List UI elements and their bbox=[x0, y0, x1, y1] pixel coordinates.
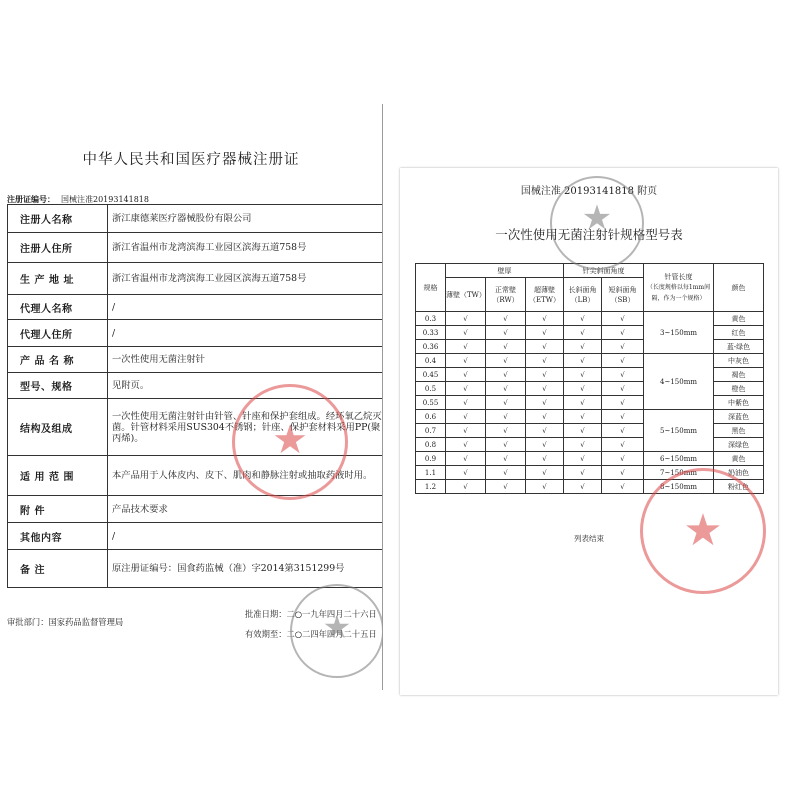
row-value: 见附页。 bbox=[108, 373, 384, 399]
check-cell: √ bbox=[446, 410, 486, 424]
group-length bbox=[644, 264, 714, 312]
gray-seal bbox=[550, 176, 644, 270]
gauge-cell: 0.3 bbox=[416, 312, 446, 326]
certificate-number: 国械注准20193141818 bbox=[61, 195, 149, 204]
check-cell: √ bbox=[526, 410, 564, 424]
red-official-seal bbox=[232, 384, 348, 500]
col-sb: 短斜面角（SB） bbox=[602, 278, 644, 312]
check-cell: √ bbox=[602, 466, 644, 480]
certificate-title: 中华人民共和国医疗器械注册证 bbox=[82, 152, 300, 168]
check-cell: √ bbox=[602, 480, 644, 494]
check-cell: √ bbox=[446, 354, 486, 368]
table-row bbox=[8, 550, 384, 588]
check-cell: √ bbox=[486, 368, 526, 382]
col-gauge: 规格 bbox=[416, 264, 446, 312]
row-label: 注册人名称 bbox=[8, 205, 108, 233]
check-cell: √ bbox=[446, 452, 486, 466]
color-cell: 深绿色 bbox=[714, 438, 764, 452]
row-value: 浙江康德莱医疗器械股份有限公司 bbox=[108, 205, 384, 233]
check-cell: √ bbox=[446, 396, 486, 410]
check-cell: √ bbox=[486, 452, 526, 466]
row-value: 一次性使用无菌注射针 bbox=[108, 347, 384, 373]
seal-star-icon: ★ bbox=[683, 505, 723, 556]
check-cell: √ bbox=[602, 452, 644, 466]
row-label: 产 品 名 称 bbox=[8, 347, 108, 373]
row-label: 结构及组成 bbox=[8, 399, 108, 456]
gauge-cell: 1.1 bbox=[416, 466, 446, 480]
check-cell: √ bbox=[526, 354, 564, 368]
check-cell: √ bbox=[526, 326, 564, 340]
color-cell: 蓝-绿色 bbox=[714, 340, 764, 354]
check-cell: √ bbox=[602, 424, 644, 438]
gauge-cell: 0.6 bbox=[416, 410, 446, 424]
color-cell: 中灰色 bbox=[714, 354, 764, 368]
check-cell: √ bbox=[446, 326, 486, 340]
gauge-cell: 0.33 bbox=[416, 326, 446, 340]
check-cell: √ bbox=[486, 410, 526, 424]
gauge-cell: 0.8 bbox=[416, 438, 446, 452]
table-row bbox=[416, 410, 764, 424]
row-label: 注册人住所 bbox=[8, 233, 108, 263]
gray-seal bbox=[290, 584, 383, 678]
gauge-cell: 0.55 bbox=[416, 396, 446, 410]
check-cell: √ bbox=[564, 466, 602, 480]
end-of-list-note: 列表结束 bbox=[574, 534, 604, 543]
check-cell: √ bbox=[486, 326, 526, 340]
attachment-page bbox=[400, 168, 778, 695]
check-cell: √ bbox=[526, 312, 564, 326]
check-cell: √ bbox=[602, 354, 644, 368]
row-value: 产品技术要求 bbox=[108, 496, 384, 523]
length-note: （长度规格以每1mm间隔，作为一个规格） bbox=[646, 283, 711, 302]
col-lb: 长斜面角（LB） bbox=[564, 278, 602, 312]
seal-star-icon: ★ bbox=[581, 198, 613, 238]
check-cell: √ bbox=[486, 312, 526, 326]
table-row bbox=[416, 312, 764, 326]
color-cell: 黄色 bbox=[714, 312, 764, 326]
check-cell: √ bbox=[446, 424, 486, 438]
check-cell: √ bbox=[486, 354, 526, 368]
check-cell: √ bbox=[602, 312, 644, 326]
red-official-seal bbox=[640, 468, 766, 594]
table-row bbox=[8, 373, 384, 399]
color-cell: 粉红色 bbox=[714, 480, 764, 494]
check-cell: √ bbox=[486, 480, 526, 494]
length-cell: 4~150mm bbox=[644, 354, 714, 410]
check-cell: √ bbox=[564, 480, 602, 494]
check-cell: √ bbox=[526, 396, 564, 410]
gauge-cell: 0.36 bbox=[416, 340, 446, 354]
row-value: 浙江省温州市龙湾滨海工业园区滨海五道758号 bbox=[108, 233, 384, 263]
check-cell: √ bbox=[526, 368, 564, 382]
row-label: 备 注 bbox=[8, 550, 108, 588]
check-cell: √ bbox=[486, 340, 526, 354]
issuing-authority: 审批部门：国家药品监督管理局 bbox=[7, 617, 124, 627]
col-tw: 薄壁（TW） bbox=[446, 278, 486, 312]
row-value: / bbox=[108, 295, 384, 320]
group-wall: 壁厚 bbox=[446, 264, 564, 278]
valid-until-date: 有效期至：二○二四年四月二十五日 bbox=[245, 629, 377, 639]
color-cell: 褐色 bbox=[714, 368, 764, 382]
check-cell: √ bbox=[602, 326, 644, 340]
length-cell: 3~150mm bbox=[644, 312, 714, 354]
check-cell: √ bbox=[526, 466, 564, 480]
check-cell: √ bbox=[564, 438, 602, 452]
gauge-cell: 0.45 bbox=[416, 368, 446, 382]
check-cell: √ bbox=[446, 340, 486, 354]
check-cell: √ bbox=[486, 466, 526, 480]
length-cell: 7~150mm bbox=[644, 466, 714, 480]
table-row bbox=[8, 233, 384, 263]
col-color: 颜色 bbox=[714, 264, 764, 312]
gauge-cell: 0.5 bbox=[416, 382, 446, 396]
col-etw: 超薄壁（ETW） bbox=[526, 278, 564, 312]
length-cell: 8~150mm bbox=[644, 480, 714, 494]
spec-table-title: 一次性使用无菌注射针规格型号表 bbox=[495, 227, 683, 242]
spec-table bbox=[415, 263, 764, 494]
row-label: 代理人住所 bbox=[8, 320, 108, 347]
row-label: 适 用 范 围 bbox=[8, 456, 108, 496]
table-row bbox=[8, 205, 384, 233]
check-cell: √ bbox=[602, 410, 644, 424]
check-cell: √ bbox=[564, 410, 602, 424]
check-cell: √ bbox=[526, 340, 564, 354]
check-cell: √ bbox=[446, 480, 486, 494]
check-cell: √ bbox=[526, 452, 564, 466]
color-cell: 红色 bbox=[714, 326, 764, 340]
registration-certificate-page bbox=[0, 104, 383, 690]
check-cell: √ bbox=[486, 424, 526, 438]
row-value: 一次性使用无菌注射针由针管、针座和保护套组成。经环氧乙烷灭菌。针管材料采用SUS304不锈钢；针座、保护套材料采用PP(聚丙烯)。 bbox=[108, 399, 384, 456]
table-row bbox=[8, 496, 384, 523]
certificate-number-label: 注册证编号： bbox=[7, 194, 55, 204]
check-cell: √ bbox=[446, 382, 486, 396]
seal-star-icon: ★ bbox=[272, 417, 308, 463]
check-cell: √ bbox=[602, 396, 644, 410]
check-cell: √ bbox=[564, 354, 602, 368]
table-row bbox=[8, 263, 384, 295]
table-row bbox=[8, 347, 384, 373]
gauge-cell: 0.9 bbox=[416, 452, 446, 466]
check-cell: √ bbox=[564, 340, 602, 354]
check-cell: √ bbox=[564, 452, 602, 466]
check-cell: √ bbox=[602, 368, 644, 382]
table-row bbox=[416, 452, 764, 466]
length-cell: 6~150mm bbox=[644, 452, 714, 466]
gauge-cell: 1.2 bbox=[416, 480, 446, 494]
check-cell: √ bbox=[564, 382, 602, 396]
row-label: 型号、规格 bbox=[8, 373, 108, 399]
check-cell: √ bbox=[564, 312, 602, 326]
row-label: 其他内容 bbox=[8, 523, 108, 550]
check-cell: √ bbox=[564, 424, 602, 438]
color-cell: 中紫色 bbox=[714, 396, 764, 410]
group-bevel: 针尖斜面角度 bbox=[564, 264, 644, 278]
check-cell: √ bbox=[446, 312, 486, 326]
row-label: 代理人名称 bbox=[8, 295, 108, 320]
row-value: / bbox=[108, 320, 384, 347]
length-cell: 5~150mm bbox=[644, 410, 714, 452]
color-cell: 橙色 bbox=[714, 382, 764, 396]
check-cell: √ bbox=[446, 466, 486, 480]
check-cell: √ bbox=[486, 396, 526, 410]
color-cell: 奶油色 bbox=[714, 466, 764, 480]
group-length-label: 针管长度 bbox=[664, 272, 693, 281]
check-cell: √ bbox=[564, 396, 602, 410]
row-value: 本产品用于人体皮内、皮下、肌肉和静脉注射或抽取药液时用。 bbox=[108, 456, 384, 496]
table-row bbox=[8, 295, 384, 320]
table-row bbox=[416, 354, 764, 368]
check-cell: √ bbox=[526, 480, 564, 494]
row-label: 附 件 bbox=[8, 496, 108, 523]
check-cell: √ bbox=[446, 438, 486, 452]
registration-table bbox=[7, 204, 383, 588]
seal-star-icon: ★ bbox=[322, 608, 352, 646]
col-rw: 正常壁（RW） bbox=[486, 278, 526, 312]
check-cell: √ bbox=[486, 438, 526, 452]
table-row bbox=[8, 320, 384, 347]
row-value: / bbox=[108, 523, 384, 550]
check-cell: √ bbox=[602, 438, 644, 452]
check-cell: √ bbox=[526, 382, 564, 396]
row-value: 原注册证编号：国食药监械（准）字2014第3151299号 bbox=[108, 550, 384, 588]
check-cell: √ bbox=[602, 382, 644, 396]
row-value: 浙江省温州市龙湾滨海工业园区滨海五道758号 bbox=[108, 263, 384, 295]
gauge-cell: 0.4 bbox=[416, 354, 446, 368]
check-cell: √ bbox=[564, 326, 602, 340]
check-cell: √ bbox=[602, 340, 644, 354]
approval-date: 批准日期：二○一九年四月二十六日 bbox=[245, 609, 377, 619]
color-cell: 黄色 bbox=[714, 452, 764, 466]
color-cell: 深蓝色 bbox=[714, 410, 764, 424]
gauge-cell: 0.7 bbox=[416, 424, 446, 438]
table-row bbox=[8, 523, 384, 550]
check-cell: √ bbox=[564, 368, 602, 382]
check-cell: √ bbox=[486, 382, 526, 396]
attachment-header: 国械注准 20193141818 附页 bbox=[520, 186, 658, 197]
check-cell: √ bbox=[446, 368, 486, 382]
check-cell: √ bbox=[526, 424, 564, 438]
check-cell: √ bbox=[526, 438, 564, 452]
row-label: 生 产 地 址 bbox=[8, 263, 108, 295]
color-cell: 黑色 bbox=[714, 424, 764, 438]
